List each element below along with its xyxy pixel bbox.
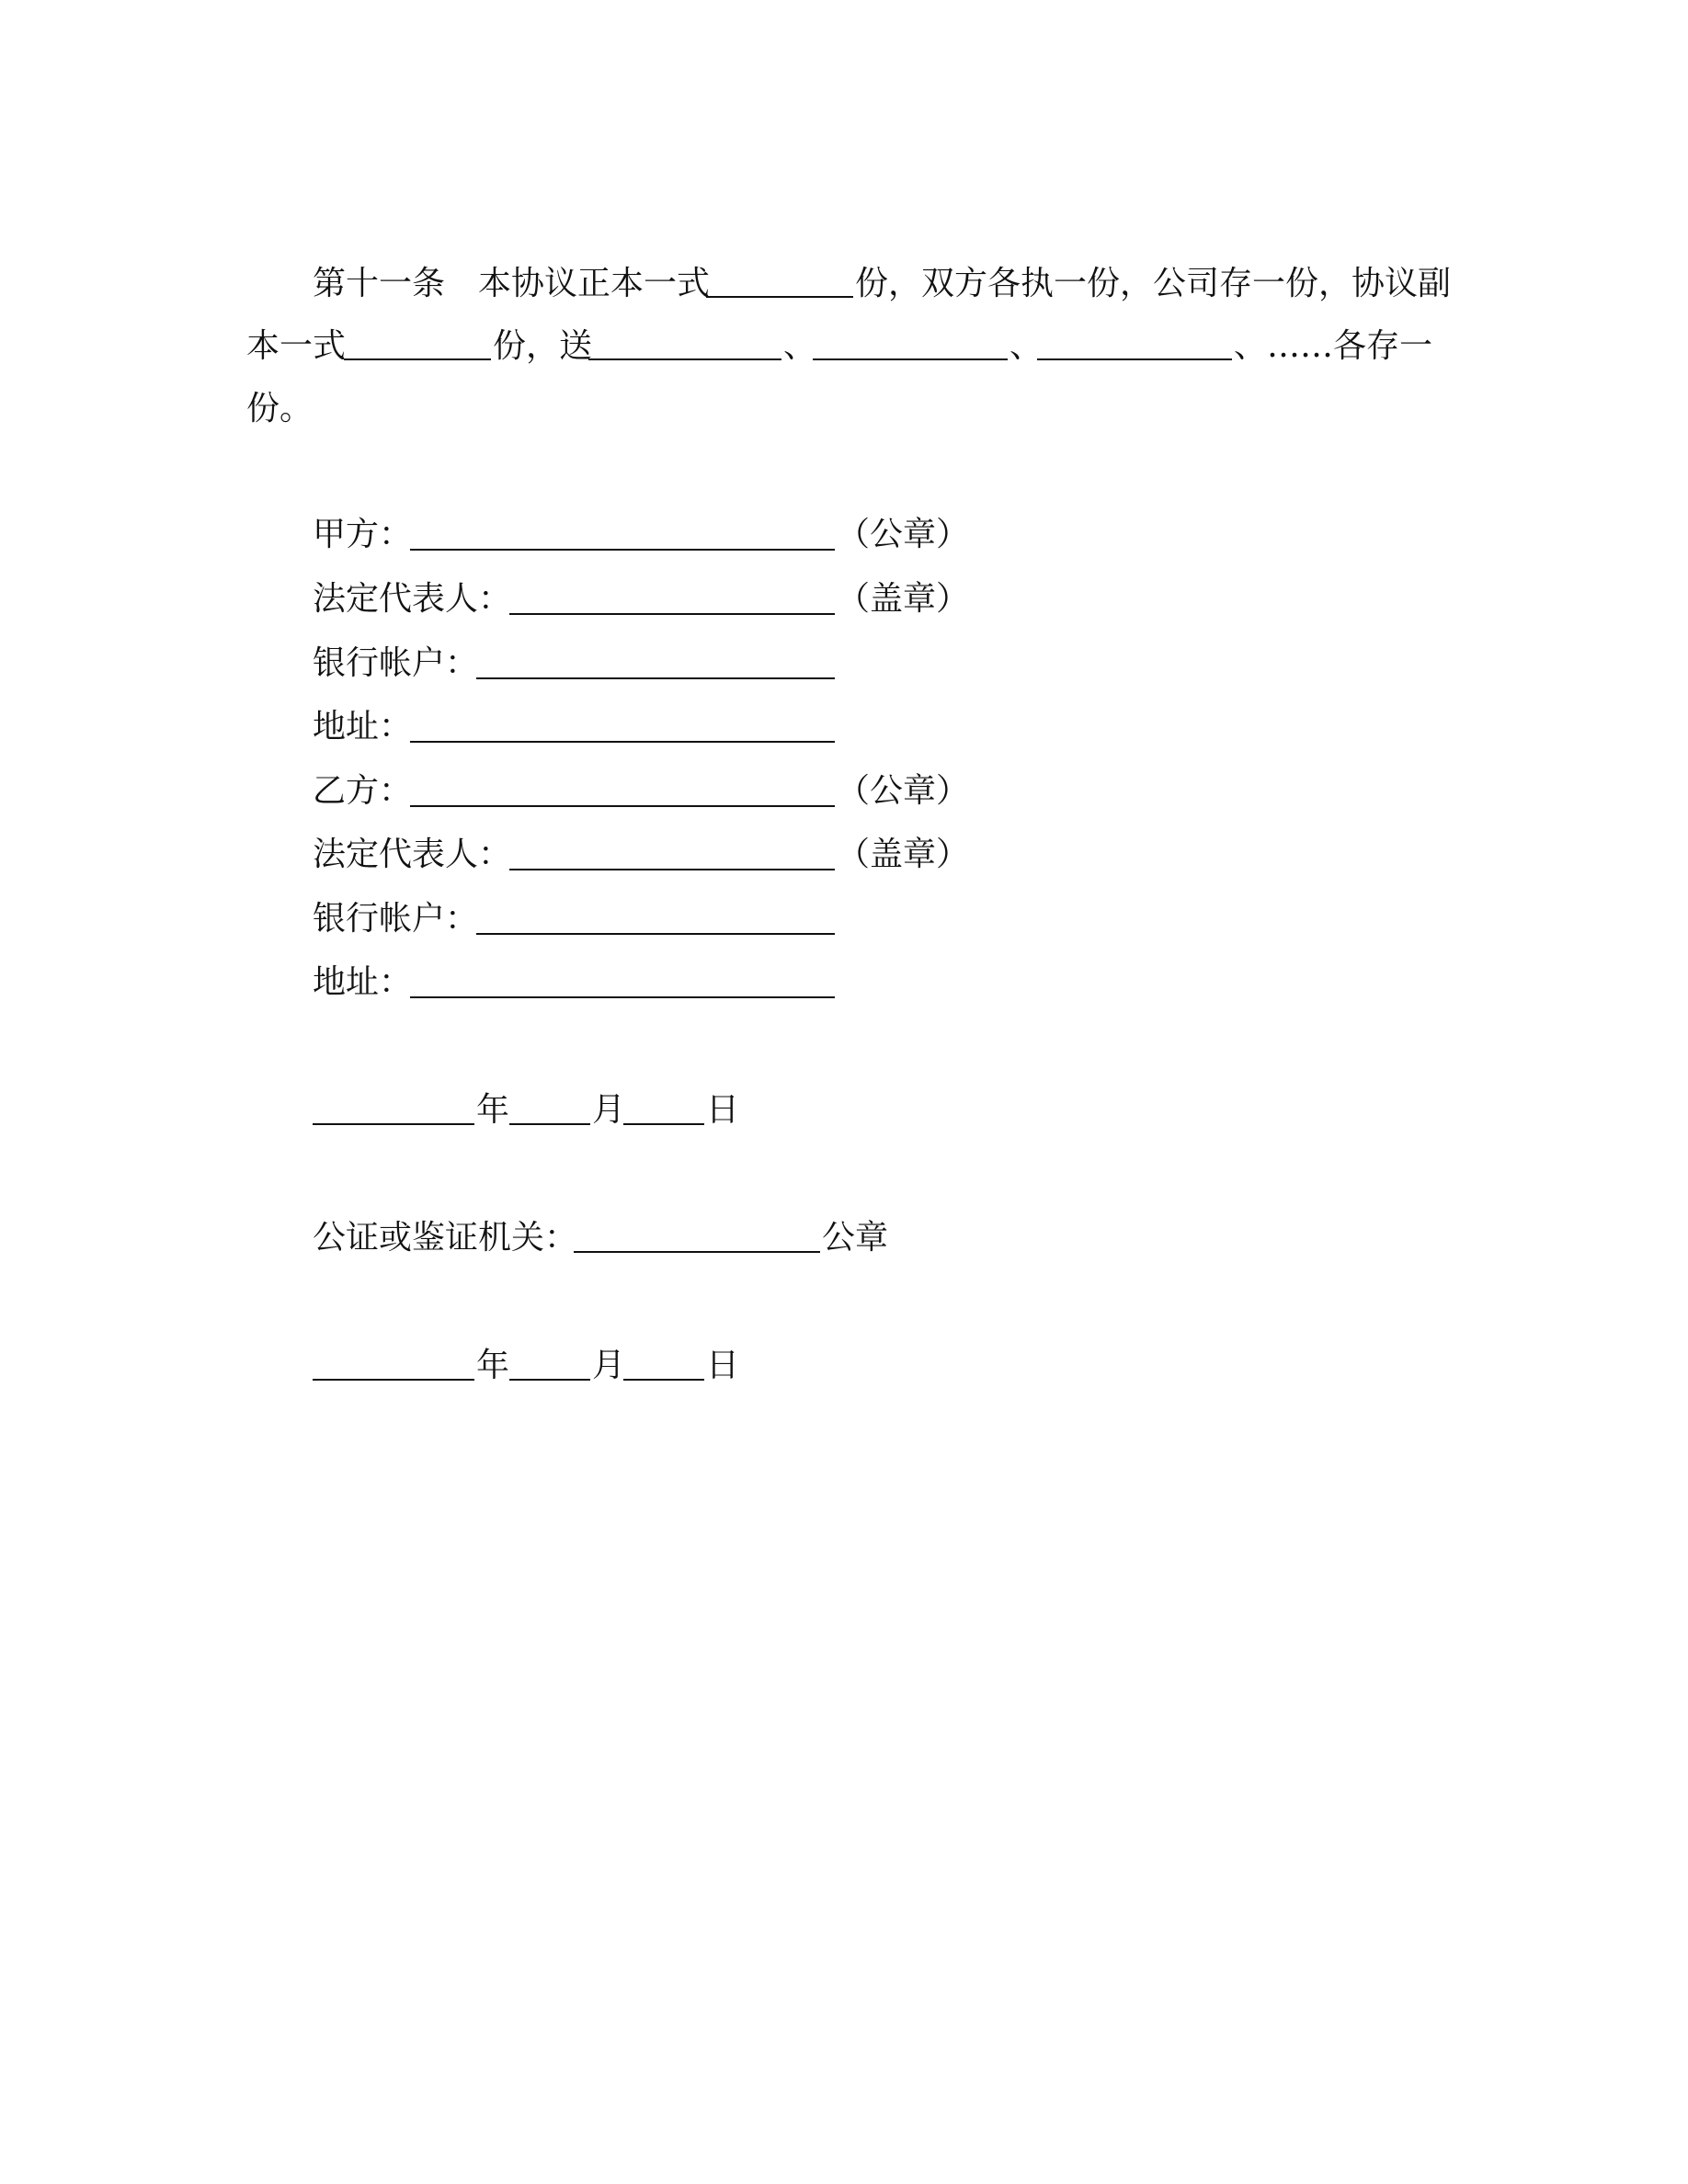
party-a-address-blank[interactable] <box>410 741 835 743</box>
date1-day-label: 日 <box>706 1091 740 1129</box>
party-b-name-label: 乙方： <box>313 772 413 810</box>
party-b-rep-label: 法定代表人： <box>313 836 512 873</box>
clause-line1-rest: 份，双方各执一份，公司存一份，协议副 <box>855 265 1452 302</box>
date1-year-label: 年 <box>476 1091 510 1129</box>
party-a-bank-blank[interactable] <box>476 677 835 679</box>
party-a-rep-label: 法定代表人： <box>313 580 512 618</box>
party-b-bank-blank[interactable] <box>476 933 835 935</box>
party-b-name-blank[interactable] <box>410 805 835 807</box>
party-a-name-label: 甲方： <box>313 516 413 553</box>
notary-seal: 公章 <box>822 1219 889 1257</box>
recipient-1-blank[interactable] <box>588 358 781 360</box>
party-b-bank-label: 银行帐户： <box>313 900 479 938</box>
date1-month-blank[interactable] <box>509 1123 590 1125</box>
notary-label: 公证或鉴证机关： <box>313 1219 578 1257</box>
date2-month-blank[interactable] <box>509 1379 590 1381</box>
party-b-address-label: 地址： <box>313 963 413 1001</box>
party-a-rep-seal: （盖章） <box>837 580 970 618</box>
party-a-name-blank[interactable] <box>410 549 835 551</box>
copies-duplicate-blank[interactable] <box>344 358 491 360</box>
date2-month-label: 月 <box>592 1347 626 1384</box>
clause-line2-sep1: 、 <box>783 327 817 365</box>
party-b-name-seal: （公章） <box>837 772 970 810</box>
date1-year-blank[interactable] <box>313 1123 474 1125</box>
party-b-address-blank[interactable] <box>410 996 835 998</box>
clause-line3: 份。 <box>246 390 314 427</box>
party-a-bank-label: 银行帐户： <box>313 644 479 682</box>
clause-line2-rest: 、……各存一 <box>1234 327 1433 365</box>
clause-line2-sep2: 、 <box>1009 327 1044 365</box>
recipient-2-blank[interactable] <box>813 358 1008 360</box>
party-a-rep-blank[interactable] <box>509 613 835 615</box>
copies-original-blank[interactable] <box>706 296 853 298</box>
recipient-3-blank[interactable] <box>1037 358 1232 360</box>
clause-line2-prefix: 本一式 <box>246 327 347 365</box>
clause-line1-prefix: 第十一条 本协议正本一式 <box>313 265 711 302</box>
clause-line2-send: 份，送 <box>493 327 593 365</box>
date2-day-label: 日 <box>706 1347 740 1384</box>
date1-day-blank[interactable] <box>623 1123 704 1125</box>
party-a-name-seal: （公章） <box>837 516 970 553</box>
party-a-address-label: 地址： <box>313 708 413 745</box>
party-b-rep-blank[interactable] <box>509 869 835 870</box>
date2-year-label: 年 <box>476 1347 510 1384</box>
party-b-rep-seal: （盖章） <box>837 836 970 873</box>
date2-year-blank[interactable] <box>313 1379 474 1381</box>
notary-blank[interactable] <box>574 1251 820 1253</box>
date1-month-label: 月 <box>592 1091 626 1129</box>
date2-day-blank[interactable] <box>623 1379 704 1381</box>
